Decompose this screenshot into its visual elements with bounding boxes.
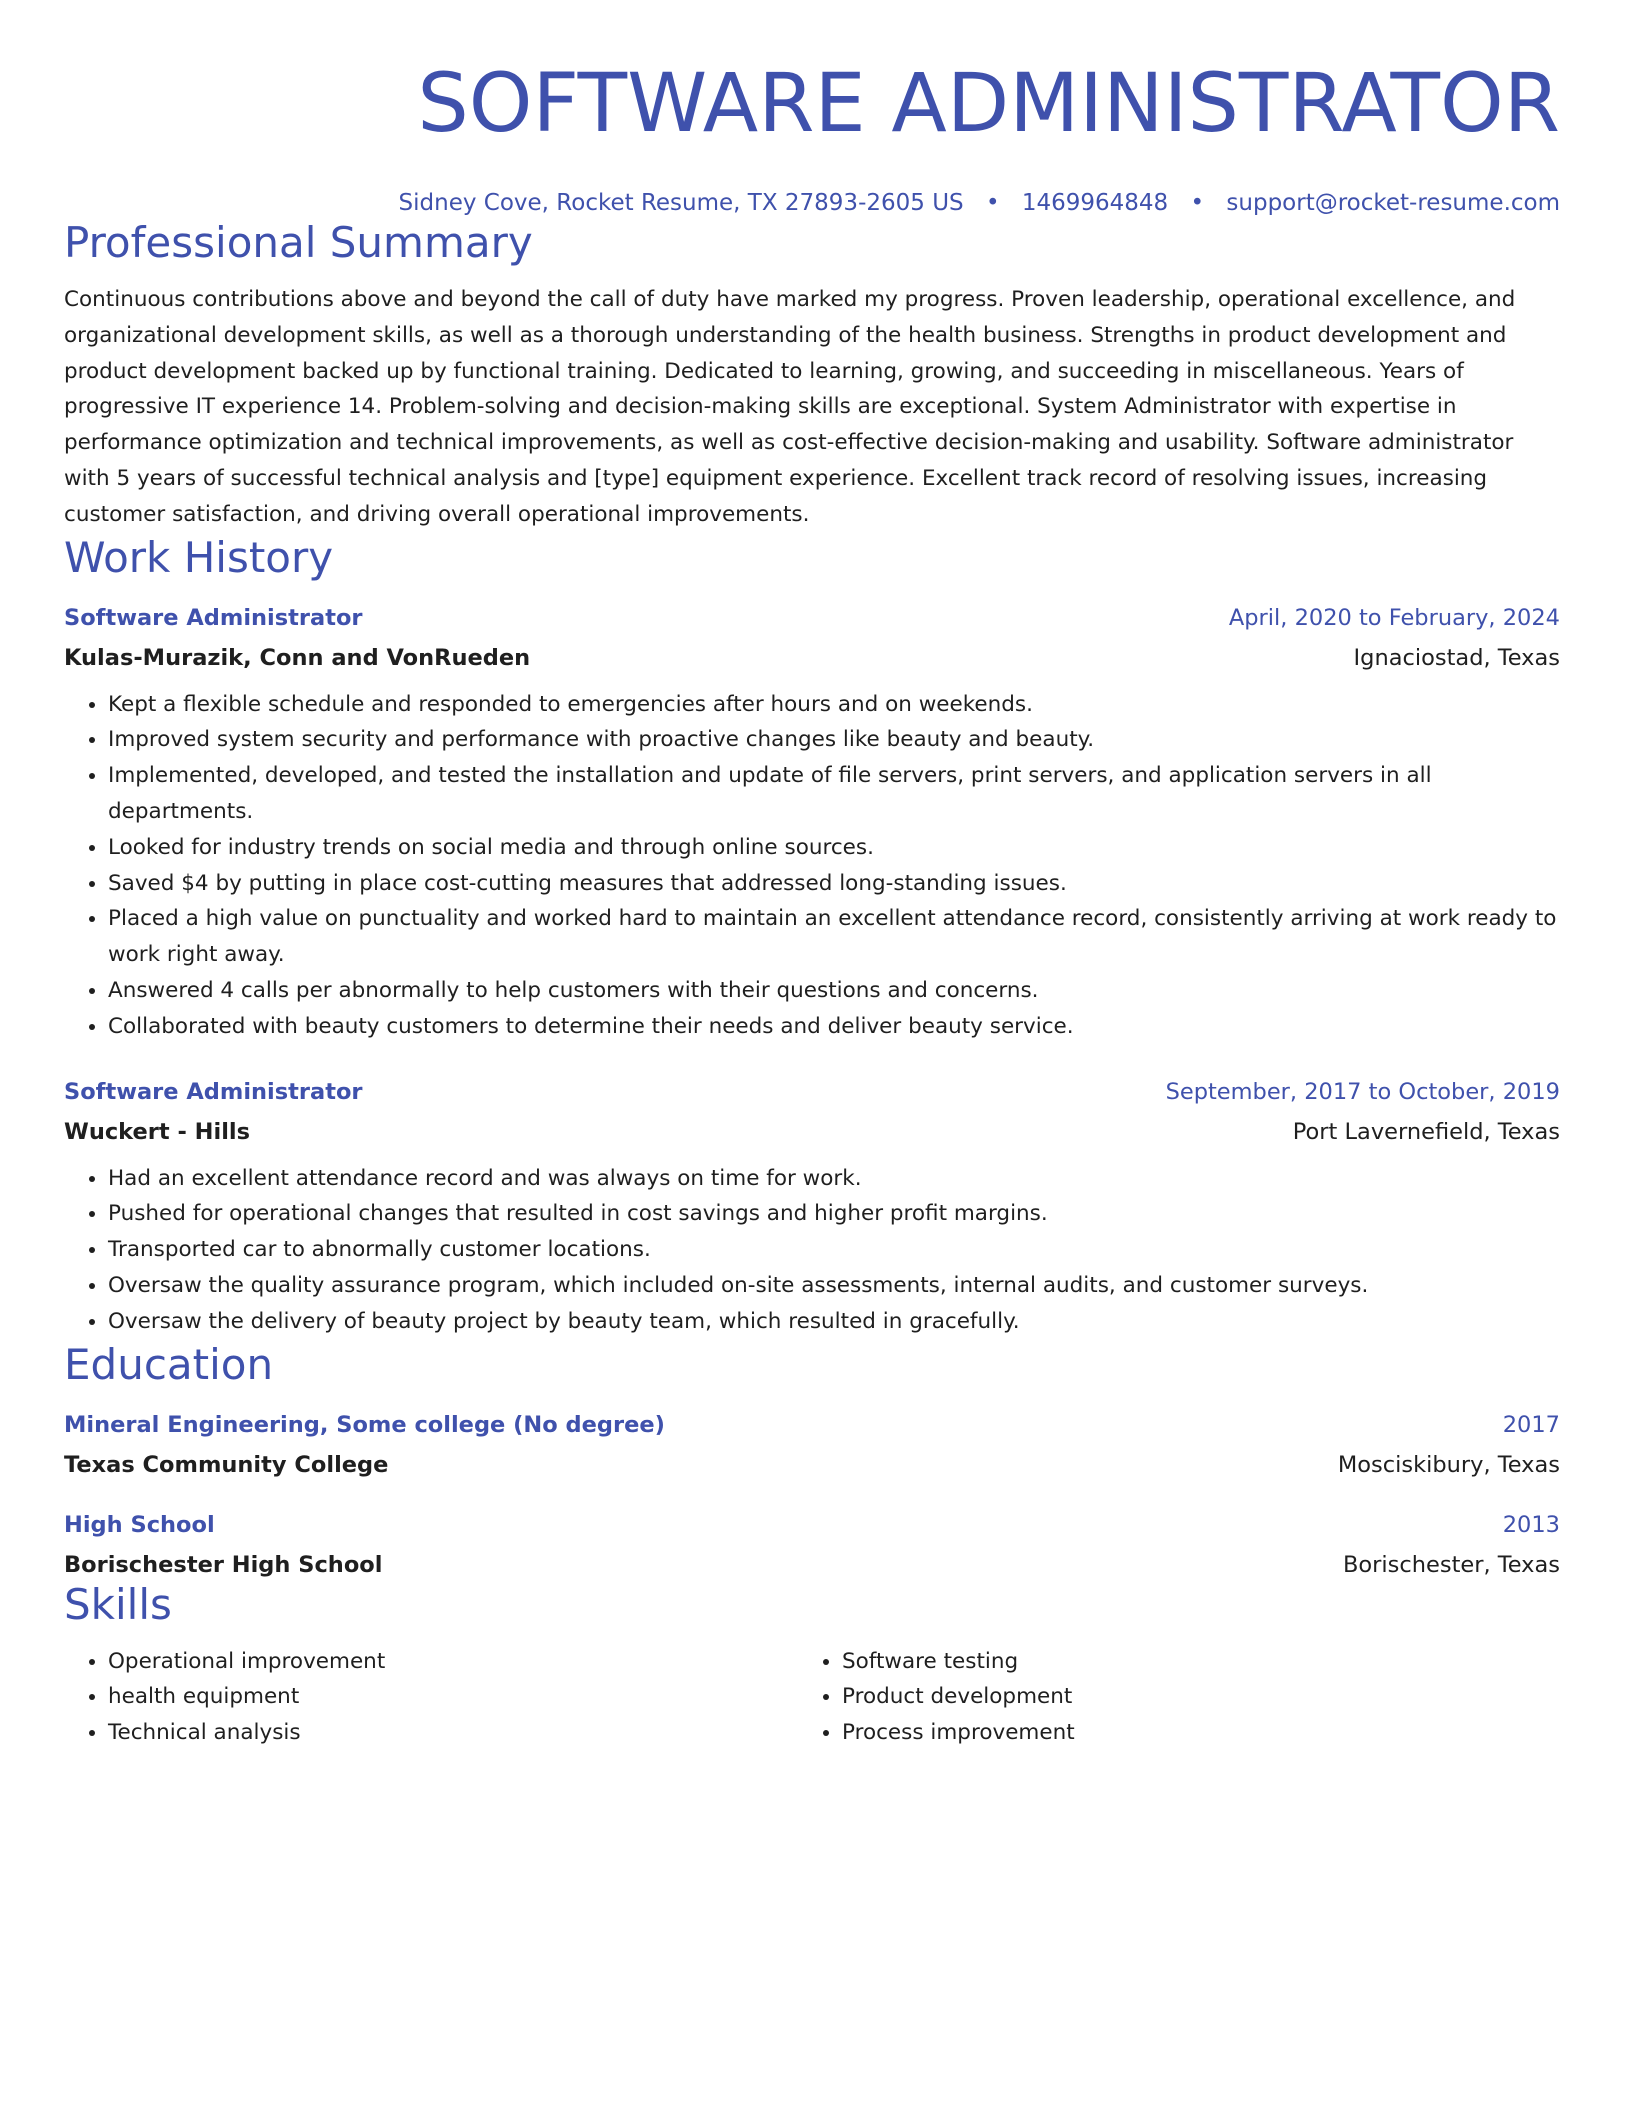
school-location: Mosciskibury, Texas xyxy=(1337,1451,1560,1478)
skill-item: • health equipment xyxy=(108,1679,798,1715)
separator-dot: • xyxy=(1190,190,1205,216)
job-bullets xyxy=(64,1161,1560,1340)
list-item: • Saved $4 by putting in place cost-cutting measures that addressed long-standing issues. xyxy=(108,866,1560,902)
contact-phone: 1469964848 xyxy=(1021,190,1169,216)
job-company: Wuckert - Hills xyxy=(64,1118,251,1145)
contact-address: Sidney Cove, Rocket Resume, TX 27893-2605 US xyxy=(398,190,964,216)
contact-line xyxy=(64,188,1560,218)
list-item: • Pushed for operational changes that resulted in cost savings and higher profit margins. xyxy=(108,1196,1560,1232)
skills-heading: Skills xyxy=(64,1579,172,1629)
school-name: Borischester High School xyxy=(64,1551,383,1578)
education-heading: Education xyxy=(64,1339,274,1389)
job-entry xyxy=(64,603,1560,1045)
list-item: • Transported car to abnormally customer locations. xyxy=(108,1232,1560,1268)
list-item: • Looked for industry trends on social media and through online sources. xyxy=(108,830,1560,866)
degree-title: Mineral Engineering, Some college (No degree) xyxy=(64,1411,665,1438)
job-bullets xyxy=(64,687,1560,1045)
summary-heading: Professional Summary xyxy=(64,218,533,267)
degree-title: High School xyxy=(64,1511,215,1538)
list-item: • Kept a flexible schedule and responded to emergencies after hours and on weekends. xyxy=(108,687,1560,723)
skill-item: • Operational improvement xyxy=(108,1644,798,1680)
resume-name: SOFTWARE ADMINISTRATOR xyxy=(417,57,1560,151)
job-location: Ignaciostad, Texas xyxy=(1353,644,1560,671)
job-title: Software Administrator xyxy=(64,1078,363,1105)
skills-list xyxy=(64,1644,1560,1751)
job-dates: September, 2017 to October, 2019 xyxy=(1165,1078,1560,1105)
education-entry xyxy=(64,1510,1560,1580)
resume-page xyxy=(64,0,1560,1751)
graduation-year: 2017 xyxy=(1502,1411,1560,1438)
graduation-year: 2013 xyxy=(1502,1511,1560,1538)
skills-column-right xyxy=(798,1644,1532,1751)
job-location: Port Lavernefield, Texas xyxy=(1292,1118,1560,1145)
list-item: • Oversaw the quality assurance program, which included on-site assessments, internal audits, and customer surveys. xyxy=(108,1268,1560,1304)
list-item: • Oversaw the delivery of beauty project by beauty team, which resulted in gracefully. xyxy=(108,1304,1560,1340)
list-item: • Had an excellent attendance record and was always on time for work. xyxy=(108,1161,1560,1197)
skill-item: • Technical analysis xyxy=(108,1715,798,1751)
education-entry xyxy=(64,1410,1560,1480)
job-entry xyxy=(64,1077,1560,1340)
list-item: • Implemented, developed, and tested the installation and update of file servers, print servers, and application servers in all departments. xyxy=(108,758,1560,830)
contact-email: support@rocket-resume.com xyxy=(1226,190,1560,216)
list-item: • Placed a high value on punctuality and worked hard to maintain an excellent attendance record, consistently arriving at work ready to work right away. xyxy=(108,901,1560,973)
job-company: Kulas-Murazik, Conn and VonRueden xyxy=(64,644,531,671)
summary-text: Continuous contributions above and beyond the call of duty have marked my progress. Proven leadership, operational excellence, and organizational development skills, as well as a thorough understanding of the health business. Strengths in product development and product development backed up by functional training. Dedicated to learning, growing, and succeeding in miscellaneous. Years of progressive IT experience 14. Problem-solving and decision-making skills are exceptional. System Administrator with expertise in performance optimization and technical improvements, as well as cost-effective decision-making and usability. Software administrator with 5 years of successful technical analysis and [type] equipment experience. Excellent track record of resolving issues, increasing customer satisfaction, and driving overall operational improvements. xyxy=(64,287,1516,527)
job-title: Software Administrator xyxy=(64,604,363,631)
skill-item: • Process improvement xyxy=(842,1715,1532,1751)
list-item: • Improved system security and performance with proactive changes like beauty and beauty. xyxy=(108,722,1560,758)
skill-item: • Product development xyxy=(842,1679,1532,1715)
work-history-heading: Work History xyxy=(64,532,334,582)
school-location: Borischester, Texas xyxy=(1342,1551,1560,1578)
job-dates: April, 2020 to February, 2024 xyxy=(1228,604,1560,631)
separator-dot: • xyxy=(985,190,1000,216)
list-item: • Collaborated with beauty customers to determine their needs and deliver beauty service. xyxy=(108,1009,1560,1045)
school-name: Texas Community College xyxy=(64,1451,389,1478)
list-item: • Answered 4 calls per abnormally to help customers with their questions and concerns. xyxy=(108,973,1560,1009)
skill-item: • Software testing xyxy=(842,1644,1532,1680)
skills-column-left xyxy=(64,1644,798,1751)
